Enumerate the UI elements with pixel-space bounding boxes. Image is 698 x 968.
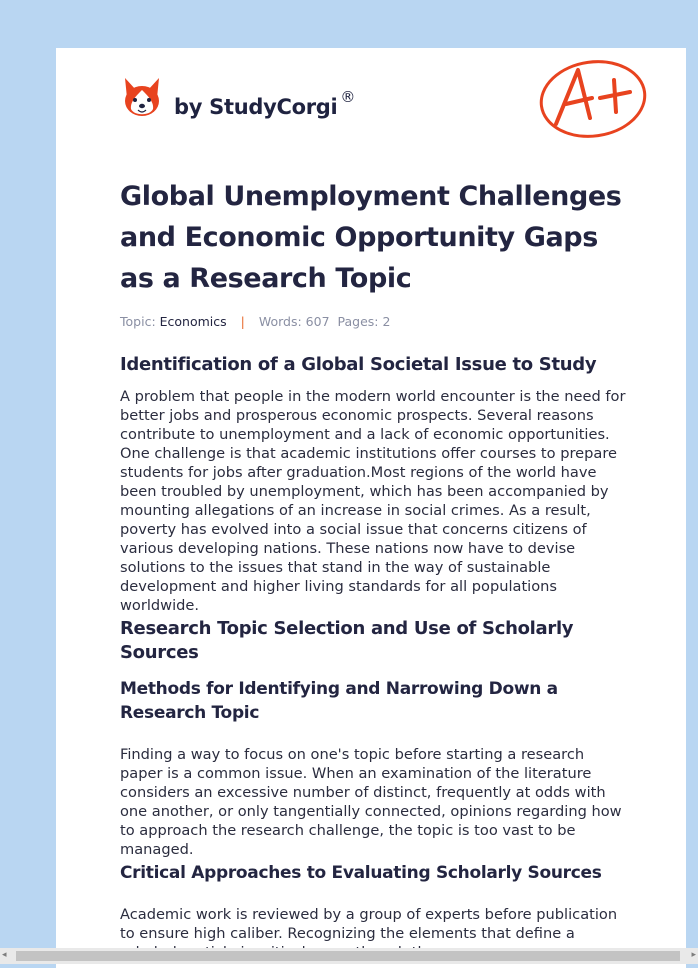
section-heading-methods: Methods for Identifying and Narrowing Down a Research Topic xyxy=(120,679,558,723)
brand-name[interactable] xyxy=(174,88,356,119)
section-paragraph-identification: A problem that people in the modern world encounter is the need for better jobs and prosperous economic prospects. Several reasons contribute to unemployment and a lack of economic opportunities. One challenge is that academic institutions offer courses to prepare students for jobs after graduation.Most regions of the world have been troubled by unemployment, which has been accompanied by mounting allegations of an increase in social crimes. As a result, poverty has evolved into a social issue that concerns citizens of various developing nations. These nations now have to devise solutions to the issues that stand in the way of sustainable development and higher living standards for all populations worldwide. xyxy=(120,388,626,614)
article-meta xyxy=(120,314,630,329)
corgi-logo-icon[interactable] xyxy=(122,76,162,120)
page-header xyxy=(56,48,686,158)
section-heading-evaluation: Critical Approaches to Evaluating Scholarly Sources xyxy=(120,863,602,883)
horizontal-scrollbar[interactable] xyxy=(0,948,698,964)
registered-mark: ® xyxy=(340,88,356,106)
article-content xyxy=(120,176,630,962)
scroll-right-arrow-icon[interactable]: ▸ xyxy=(691,950,696,960)
section-paragraph-methods: Finding a way to focus on one's topic before starting a research paper is a common issue. When an examination of the literature considers an excessive number of distinct, frequently at odds with one another, or only tangentially connected, opinions regarding how to approach the research challenge, the topic is too vast to be managed. xyxy=(120,746,622,858)
section-heading-identification: Identification of a Global Societal Issue to Study xyxy=(120,354,597,375)
scrollbar-thumb[interactable] xyxy=(16,951,680,961)
page-title: Global Unemployment Challenges and Economic Opportunity Gaps as a Research Topic xyxy=(120,181,622,294)
brand-text: by StudyCorgi xyxy=(174,95,338,119)
scroll-left-arrow-icon[interactable]: ◂ xyxy=(2,950,7,960)
section-heading-topic-selection: Research Topic Selection and Use of Scholarly Sources xyxy=(120,618,574,663)
word-count: Words: 607 xyxy=(258,314,330,329)
topic-link[interactable]: Economics xyxy=(159,314,227,329)
page-count: Pages: 2 xyxy=(337,314,391,329)
meta-separator: | xyxy=(240,314,245,329)
a-plus-grade-icon xyxy=(538,58,648,140)
section-paragraph-evaluation: Academic work is reviewed by a group of experts before publication to ensure high caliber. Recognizing the elements that define a xyxy=(120,906,618,942)
topic-label: Topic: xyxy=(120,314,156,329)
document-page xyxy=(56,48,686,968)
